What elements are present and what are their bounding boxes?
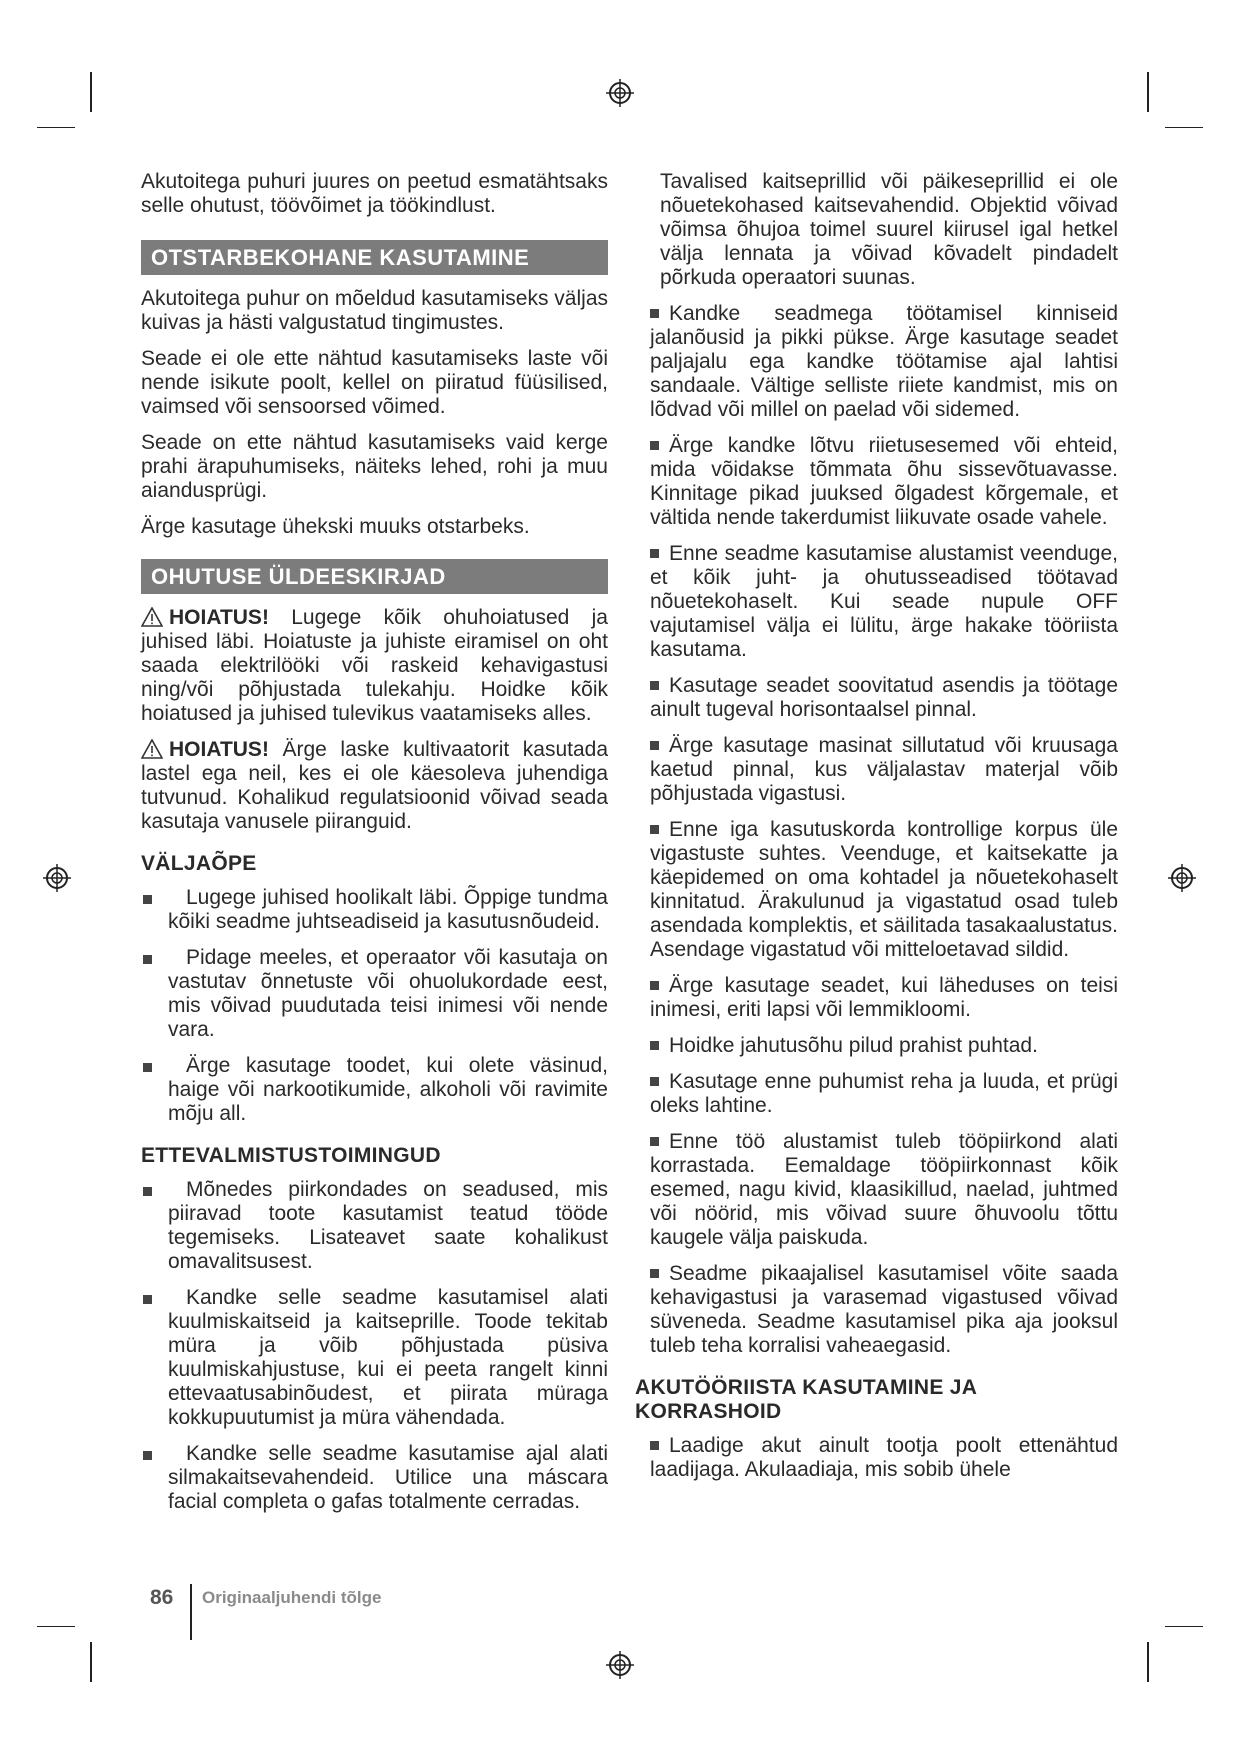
footer-label: Originaaljuhendi tõlge — [202, 1588, 382, 1607]
list-item — [650, 434, 1118, 530]
subheading-training: VÄLJAÕPE — [141, 852, 257, 875]
crop-mark — [37, 127, 75, 128]
list-item-text: Ärge kasutage seadet, kui läheduses on teisi inimesi, eriti lapsi või lemmikloomi. — [650, 974, 1118, 1021]
crop-mark — [1165, 127, 1203, 128]
list-item-text: Enne töö alustamist tuleb tööpiirkond alati korrastada. Eemaldage tööpiirkonnast kõik esemed, nagu kivid, klaasikillud, naelad, juhtmed või nöörid, mis võivad suure õhuvoolu tõttu kaugele välja paiskuda. — [650, 1130, 1118, 1249]
right-column — [635, 170, 1118, 1494]
list-item — [141, 946, 608, 1042]
section-banner-general-safety: OHUTUSE ÜLDEESKIRJAD — [141, 559, 608, 594]
list-item — [650, 302, 1118, 422]
registration-mark-icon — [42, 863, 72, 893]
paragraph: Seade ei ole ette nähtud kasutamiseks laste või nende isikute poolt, kellel on piiratud füüsilised, vaimsed või sensoorsed võimed. — [141, 347, 608, 418]
list-item-text: Ärge kasutage masinat sillutatud või kruusaga kaetud pinnal, kus väljalastav materjal võib põhjustada vigastusi. — [650, 734, 1118, 805]
list-item — [650, 1070, 1118, 1118]
bullet-icon — [143, 1295, 152, 1304]
warning-text: Ärge laske kultivaatorit kasutada lastel ega neil, kes ei ole käesoleva juhendiga tutvunud. Kohalikud regulatsioonid võivad seada kasutaja vanusele piiranguid. — [141, 738, 608, 833]
bullet-icon — [650, 309, 659, 318]
list-item-text: Kasutage seadet soovitatud asendis ja töötage ainult tugeval horisontaalsel pinnal. — [650, 674, 1118, 721]
bullet-icon — [143, 895, 152, 904]
warning-label: HOIATUS! — [169, 738, 269, 761]
list-item-text: Enne seadme kasutamise alustamist veenduge, et kõik juht- ja ohutusseadised töötavad nõuetekohaselt. Kui seade nupule OFF vajutamisel välja ei lülitu, ärge hakake tööriista kasutama. — [650, 542, 1118, 661]
bullet-icon — [650, 1441, 659, 1450]
list-item-text: Hoidke jahutusõhu pilud prahist puhtad. — [669, 1034, 1038, 1057]
crop-mark — [90, 1642, 92, 1682]
battery-list — [640, 1434, 1118, 1482]
safety-list — [640, 302, 1118, 1358]
paragraph: Akutoitega puhur on mõeldud kasutamiseks väljas kuivas ja hästi valgustatud tingimustes. — [141, 287, 608, 334]
list-item-text: Ärge kandke lõtvu riietusesemed või ehteid, mida võidakse tõmmata õhu sissevõtuavasse. Kinnitage pikad juuksed õlgadest kõrgemale, et vältida nende takerdumist liikuvate osade vahele. — [650, 434, 1118, 529]
crop-mark — [90, 72, 92, 112]
registration-mark-icon — [605, 1650, 635, 1680]
list-item — [141, 1178, 608, 1274]
bullet-icon — [650, 741, 659, 750]
bullet-icon — [143, 1451, 152, 1460]
list-item-text: Kandke selle seadme kasutamisel alati kuulmiskaitseid ja kaitseprille. Toode tekitab müra ja võib põhjustada püsiva kuulmiskahjustuse, kui ei peeta rangelt kinni ettevaatusabinõudest, et piirata müraga kokkupuutumist ja müra vähendada. — [168, 1286, 608, 1429]
list-item-text: Mõnedes piirkondades on seadused, mis piiravad toote kasutamist teatud tööde tegemiseks. Lisateavet saate kohalikust omavalitsusest. — [168, 1178, 608, 1273]
list-item-text: Kasutage enne puhumist reha ja luuda, et prügi oleks lahtine. — [650, 1070, 1118, 1117]
preparation-list — [141, 1178, 608, 1514]
paragraph: Ärge kasutage ühekski muuks otstarbeks. — [141, 515, 530, 538]
warning-triangle-icon — [141, 607, 163, 627]
warning-paragraph — [141, 606, 608, 726]
training-list — [141, 886, 608, 1126]
subheading-battery-tool: AKUTÖÖRIISTA KASUTAMINE JA KORRASHOID — [635, 1376, 977, 1423]
bullet-icon — [650, 681, 659, 690]
list-item — [650, 974, 1118, 1022]
registration-mark-icon — [1167, 863, 1197, 893]
list-item — [650, 818, 1118, 962]
page-number: 86 — [150, 1586, 174, 1609]
section-banner-intended-use: OTSTARBEKOHANE KASUTAMINE — [141, 240, 608, 275]
list-item — [650, 734, 1118, 806]
warning-paragraph — [141, 738, 608, 834]
list-item — [141, 1442, 608, 1514]
list-item — [141, 1054, 608, 1126]
list-item — [650, 542, 1118, 662]
bullet-icon — [650, 981, 659, 990]
list-item — [650, 1434, 1118, 1482]
crop-mark — [37, 1626, 75, 1627]
warning-triangle-icon — [141, 739, 163, 759]
crop-mark — [1165, 1626, 1203, 1627]
list-item-text: Ärge kasutage toodet, kui olete väsinud, haige või narkootikumide, alkoholi või ravimite mõju all. — [168, 1054, 608, 1125]
list-item-text: Pidage meeles, et operaator või kasutaja on vastutav õnnetuste või ohuolukordade eest, mis võivad puudutada teisi inimesi või nende vara. — [168, 946, 608, 1041]
bullet-icon — [650, 441, 659, 450]
list-item — [650, 1034, 1118, 1058]
list-item-text: Seadme pikaajalisel kasutamisel võite saada kehavigastusi ja varasemad vigastused võivad süveneda. Seadme kasutamisel pika aja jooksul tuleb teha korralisi vaheaegasid. — [650, 1262, 1118, 1357]
bullet-icon — [650, 825, 659, 834]
list-item — [141, 886, 608, 934]
footer-divider — [190, 1584, 192, 1640]
list-item — [650, 1130, 1118, 1250]
list-item-text: Laadige akut ainult tootja poolt ettenähtud laadijaga. Akulaadiaja, mis sobib ühele — [650, 1434, 1118, 1481]
list-item — [141, 1286, 608, 1430]
list-item-text: Enne iga kasutuskorda kontrollige korpus üle vigastuste suhtes. Veenduge, et kaitsekatte ja käepidemed on oma kohtadel ja nõuetekohaselt kinnitatud. Ärakulunud ja vigastatud osad tuleb asendada komplektis, et säilitada tasakaalustatus. Asendage vigastatud või mitteloetavad sildid. — [650, 818, 1118, 961]
left-column — [141, 170, 608, 1526]
paragraph: Seade on ette nähtud kasutamiseks vaid kerge prahi ärapuhumiseks, näiteks lehed, rohi ja muu aiandusprügi. — [141, 431, 608, 502]
warning-text: Lugege kõik ohuhoiatused ja juhised läbi. Hoiatuste ja juhiste eiramisel on oht saada elektrilööki või raskeid kehavigastusi ning/või põhjustada tulekahju. Hoidke kõik hoiatused ja juhised tulevikus vaatamiseks alles. — [141, 606, 608, 725]
list-item-text: Lugege juhised hoolikalt läbi. Õppige tundma kõiki seadme juhtseadiseid ja kasutusnõudeid. — [168, 886, 608, 933]
bullet-icon — [650, 1269, 659, 1278]
list-item — [650, 674, 1118, 722]
bullet-icon — [650, 1041, 659, 1050]
intro-paragraph: Akutoitega puhuri juures on peetud esmatähtsaks selle ohutust, töövõimet ja töökindlust. — [141, 170, 608, 217]
bullet-icon — [650, 549, 659, 558]
bullet-icon — [143, 1063, 152, 1072]
crop-mark — [1147, 1642, 1149, 1682]
continuation-paragraph: Tavalised kaitseprillid või päikeseprillid ei ole nõuetekohased kaitsevahendid. Objektid võivad võimsa õhujoa toimel suurel kiirusel igal hetkel välja lennata ja võivad kõvadelt pindadelt põrkuda operaatori suunas. — [660, 170, 1118, 289]
list-item-text: Kandke seadmega töötamisel kinniseid jalanõusid ja pikki pükse. Ärge kasutage seadet paljajalu ega kandke töötamise ajal lahtisi sandaale. Vältige selliste riiete kandmist, mis on lõdvad või millel on paelad või sidemed. — [650, 302, 1118, 421]
bullet-icon — [650, 1137, 659, 1146]
crop-mark — [1147, 72, 1149, 112]
list-item-text: Kandke selle seadme kasutamise ajal alati silmakaitsevahendeid. Utilice una máscara facial completa o gafas totalmente cerradas. — [168, 1442, 608, 1513]
bullet-icon — [143, 1187, 152, 1196]
warning-label: HOIATUS! — [169, 606, 269, 629]
subheading-preparation: ETTEVALMISTUSTOIMINGUD — [141, 1144, 441, 1167]
registration-mark-icon — [605, 78, 635, 108]
list-item — [650, 1262, 1118, 1358]
bullet-icon — [143, 955, 152, 964]
bullet-icon — [650, 1077, 659, 1086]
